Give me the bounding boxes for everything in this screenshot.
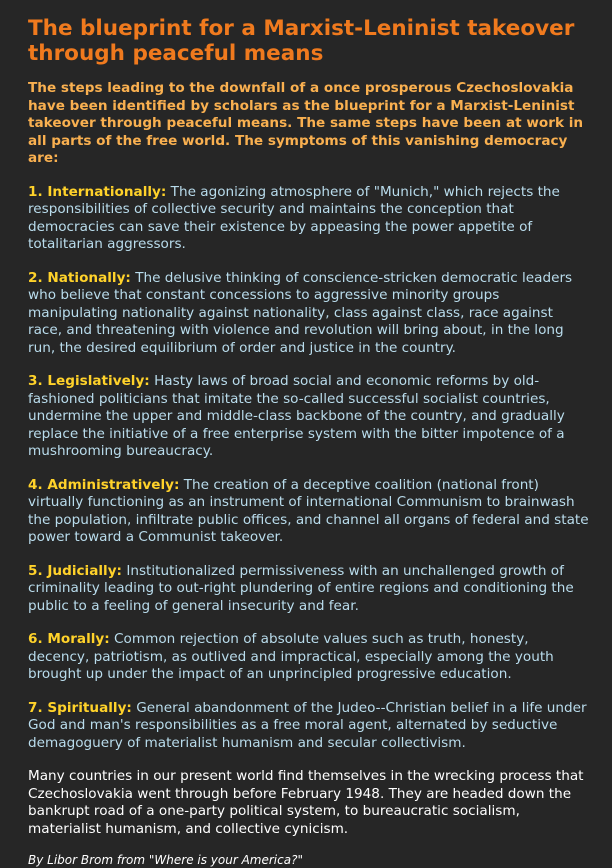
symptom-heading: 2. Nationally: xyxy=(28,269,131,286)
symptom-text: Hasty laws of broad social and economic reforms by old-fashioned politicians that imitate the so-called successful socialist countries, undermine the upper and middle-class backbone of the country, and gradually replace the initiative of a free enterprise system with the bitter impotence of a mushrooming bureaucracy. xyxy=(28,373,565,459)
closing-paragraph: Many countries in our present world find themselves in the wrecking process that Czechoslovakia went through before February 1948. They are headed down the bankrupt road of a one-party political system, to bureaucratic socialism, materialist humanism, and collective cynicism. xyxy=(28,768,584,837)
symptom-heading: 5. Judicially: xyxy=(28,562,122,579)
symptom-heading: 4. Administratively: xyxy=(28,476,180,493)
intro-paragraph: The steps leading to the downfall of a once prosperous Czechoslovakia have been identified by scholars as the blueprint for a Marxist-Leninist takeover through peaceful means. The same steps have been at work in all parts of the free world. The symptoms of this vanishing democracy are: xyxy=(28,80,584,166)
page-title: The blueprint for a Marxist-Leninist takeover through peaceful means xyxy=(28,16,575,66)
symptom-text: The agonizing atmosphere of "Munich," which rejects the responsibilities of collective security and maintains the conception that democracies can save their existence by appeasing the power appetite of totalitarian aggressors. xyxy=(28,183,560,252)
symptom-item xyxy=(28,563,590,616)
symptom-item xyxy=(28,270,590,358)
symptom-heading: 3. Legislatively: xyxy=(28,373,150,389)
symptom-text: Common rejection of absolute values such as truth, honesty, decency, patriotism, as outlived and impractical, especially among the youth brought up under the impact of an unprincipled progressive education. xyxy=(28,631,554,682)
symptom-text: The delusive thinking of conscience-stricken democratic leaders who believe that constant concessions to aggressive minority groups manipulating nationality against nationality, class against class, race against race, and threatening with violence and revolution will bring about, in the long run, the desired equilibrium of order and justice in the country. xyxy=(28,269,573,356)
symptom-text: General abandonment of the Judeo--Christian belief in a life under God and man's responsibilities as a free moral agent, alternated by seductive demagoguery of materialist humanism and secular collectivism. xyxy=(28,699,587,751)
symptom-item xyxy=(28,184,590,254)
symptom-item xyxy=(28,373,590,461)
symptom-text: The creation of a deceptive coalition (national front) virtually functioning as an instrument of international Communism to brainwash the population, infiltrate public offices, and channel all organs of federal and state power toward a Communist takeover. xyxy=(28,476,589,545)
symptom-heading: 7. Spiritually: xyxy=(28,699,132,716)
symptom-item xyxy=(28,477,590,547)
symptom-text: Institutionalized permissiveness with an unchallenged growth of criminality leading to out-right plundering of entire regions and conditioning the public to a feeling of general insecurity and fear. xyxy=(28,562,574,614)
byline: By Libor Brom from "Where is your America?" xyxy=(28,853,303,867)
symptom-item xyxy=(28,631,590,684)
symptom-heading: 1. Internationally: xyxy=(28,183,167,200)
symptom-item xyxy=(28,700,590,753)
symptom-heading: 6. Morally: xyxy=(28,631,110,647)
